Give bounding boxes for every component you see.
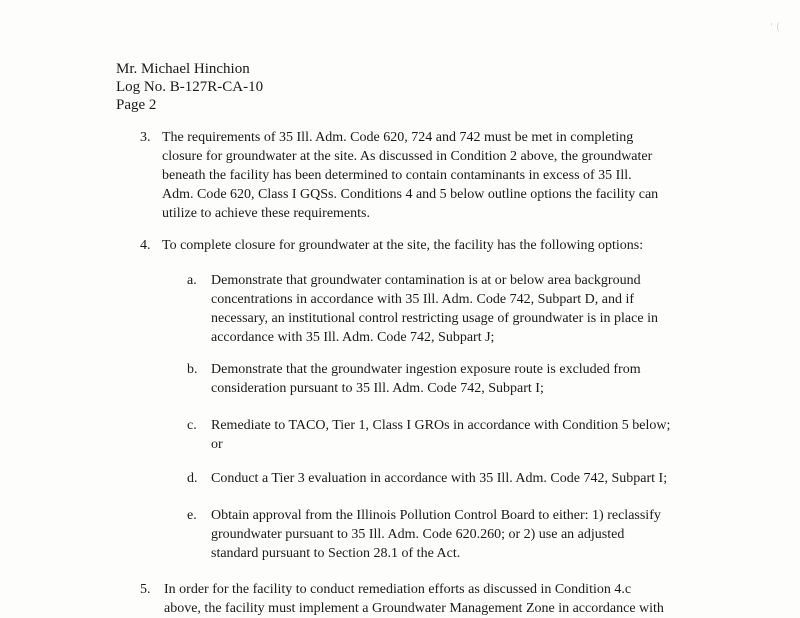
option-e [187,506,727,566]
option-b-label: b. [187,362,198,377]
option-a [187,271,727,351]
recipient-name: Mr. Michael Hinchion [116,61,250,77]
condition-5-number: 5. [140,582,151,597]
option-c-label: c. [187,418,197,433]
option-d-label: d. [187,471,198,486]
condition-3 [140,128,740,228]
scan-artifact: ' ( [770,22,780,33]
log-number: Log No. B-127R-CA-10 [116,79,264,95]
option-b-text: Demonstrate that the groundwater ingestion exposure route is excluded from consideration pursuant to 35 Ill. Adm. Code 742, Subpart I; [211,362,641,396]
page-number: Page 2 [116,97,157,113]
option-d [187,469,727,491]
condition-4 [140,236,740,258]
option-c [187,416,727,456]
option-c-text: Remediate to TACO, Tier 1, Class I GROs in accordance with Condition 5 below; or [211,418,671,452]
option-d-text: Conduct a Tier 3 evaluation in accordance with 35 Ill. Adm. Code 742, Subpart I; [211,471,668,486]
option-b [187,360,727,400]
option-e-label: e. [187,508,197,523]
condition-5 [140,580,740,618]
condition-5-text: In order for the facility to conduct remediation efforts as discussed in Condition 4.c above, the facility must implement a Groundwater Management Zone in accordance with [164,582,664,616]
condition-4-text: To complete closure for groundwater at the site, the facility has the following options: [162,238,644,253]
option-e-text: Obtain approval from the Illinois Pollution Control Board to either: 1) reclassify groundwater pursuant to 35 Ill. Adm. Code 620.260; or 2) use an adjusted standard pursuant to Section 28.1 of the Act. [211,508,661,561]
letter-header [116,60,263,114]
condition-4-number: 4. [140,238,151,253]
option-a-text: Demonstrate that groundwater contamination is at or below area background concentrations in accordance with 35 Ill. Adm. Code 742, Subpart D, and if necessary, an institutional control restricting usage of groundwater is in place in accordance with 35 Ill. Adm. Code 742, Subpart J; [211,273,658,345]
condition-3-text: The requirements of 35 Ill. Adm. Code 620, 724 and 742 must be met in completing closure for groundwater at the site. As discussed in Condition 2 above, the groundwater beneath the facility has been determined to contain contaminants in excess of 35 Ill. Adm. Code 620, Class I GQSs. Conditions 4 and 5 below outline options the facility can utilize to achieve these requirements. [162,130,659,221]
condition-3-number: 3. [140,130,151,145]
option-a-label: a. [187,273,197,288]
